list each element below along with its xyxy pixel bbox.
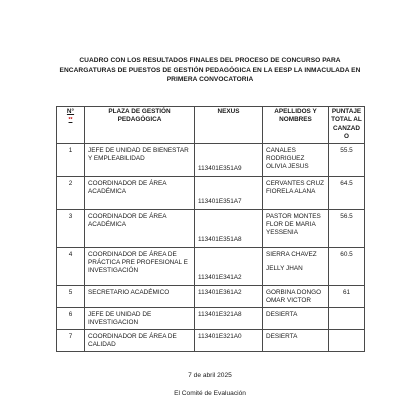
row-num: 1 (57, 143, 85, 176)
table-row (57, 247, 365, 285)
nombre-line: JELLY JHAN (266, 265, 303, 273)
table-row (57, 329, 365, 351)
row-num: 2 (57, 176, 85, 209)
row-nexus: 113401E361A2 (195, 285, 263, 307)
document-title (40, 56, 380, 85)
row-puntaje: 55.5 (329, 143, 365, 176)
row-num: 6 (57, 307, 85, 329)
nombre-line: SIERRA CHAVEZ (266, 250, 317, 258)
header-plaza: PLAZA DE GESTIÓN PEDAGÓGICA (85, 107, 195, 144)
nombre-line: DESIERTA (266, 332, 298, 340)
row-plaza: SECRETARIO ACADÉMICO (85, 285, 195, 307)
nombre-line: DESIERTA (266, 310, 298, 318)
results-table (56, 106, 365, 352)
table-row (57, 307, 365, 329)
row-puntaje: 61 (329, 285, 365, 307)
table-row (57, 143, 365, 176)
nombre-line: FIORELA ALANA (266, 188, 316, 196)
row-num: 5 (57, 285, 85, 307)
header-nexus: NEXUS (195, 107, 263, 144)
table-row (57, 285, 365, 307)
nombre-line: FLOR DE MARIA (266, 221, 316, 229)
table-row (57, 209, 365, 247)
title-line: CUADRO CON LOS RESULTADOS FINALES DEL PROCESO DE CONCURSO PARA (79, 57, 341, 64)
header-num: N° ** (57, 107, 85, 144)
row-nombre (263, 329, 329, 351)
header-puntaje: PUNTAJE TOTAL ALCANZADO (329, 107, 365, 144)
header-nombres: APELLIDOS Y NOMBRES (263, 107, 329, 144)
row-nombre (263, 285, 329, 307)
row-num: 4 (57, 247, 85, 285)
row-nexus: 113401E321A8 (195, 307, 263, 329)
nombre-line: PASTOR MONTES (266, 212, 321, 220)
header-num-mark: ** (68, 117, 73, 124)
row-nexus: 113401E341A2 (195, 247, 263, 285)
nombre-line: CERVANTES CRUZ (266, 179, 324, 187)
title-line: ENCARGATURAS DE PUESTOS DE GESTIÓN PEDAGÓGICA EN LA EESP LA INMACULADA EN (59, 66, 361, 74)
row-plaza: COORDINADOR DE ÁREA DE CALIDAD (85, 329, 195, 351)
nombre-line: CANALES RODRIGUEZ (266, 146, 305, 163)
row-nombre (263, 247, 329, 285)
nombre-line: GORBINA DONGO (266, 288, 322, 296)
row-nombre (263, 209, 329, 247)
row-nexus: 113401E351A9 (195, 143, 263, 176)
table-header-row (57, 107, 365, 144)
row-num: 3 (57, 209, 85, 247)
row-nexus: 113401E351A8 (195, 209, 263, 247)
nombre-line: YESSENIA (266, 229, 298, 237)
row-puntaje: 60.5 (329, 247, 365, 285)
table-row (57, 176, 365, 209)
row-nexus: 113401E321A0 (195, 329, 263, 351)
nombre-line: OMAR VICTOR (266, 297, 311, 305)
title-line: PRIMERA CONVOCATORIA (166, 76, 254, 84)
row-puntaje: 64.5 (329, 176, 365, 209)
committee-signature-line: El Comité de Evaluación (174, 390, 246, 397)
row-nexus: 113401E351A7 (195, 176, 263, 209)
row-puntaje (329, 329, 365, 351)
row-plaza: JEFE DE UNIDAD DE BIENESTAR Y EMPLEABILIDAD (85, 143, 195, 176)
nombre-line: OLIVIA JESUS (266, 163, 309, 171)
row-plaza: COORDINADOR DE ÁREA ACADÉMICA (85, 176, 195, 209)
row-num: 7 (57, 329, 85, 351)
row-nombre (263, 307, 329, 329)
row-nombre (263, 176, 329, 209)
row-plaza: COORDINADOR DE ÁREA ACADÉMICA (85, 209, 195, 247)
row-plaza: JEFE DE UNIDAD DE INVESTIGACION (85, 307, 195, 329)
row-plaza: COORDINADOR DE ÁREA DE PRÁCTICA PRE PROFESIONAL E INVESTIGACIÓN (85, 247, 195, 285)
document-date: 7 de abril 2025 (188, 372, 232, 379)
row-puntaje: 56.5 (329, 209, 365, 247)
row-nombre (263, 143, 329, 176)
row-puntaje (329, 307, 365, 329)
